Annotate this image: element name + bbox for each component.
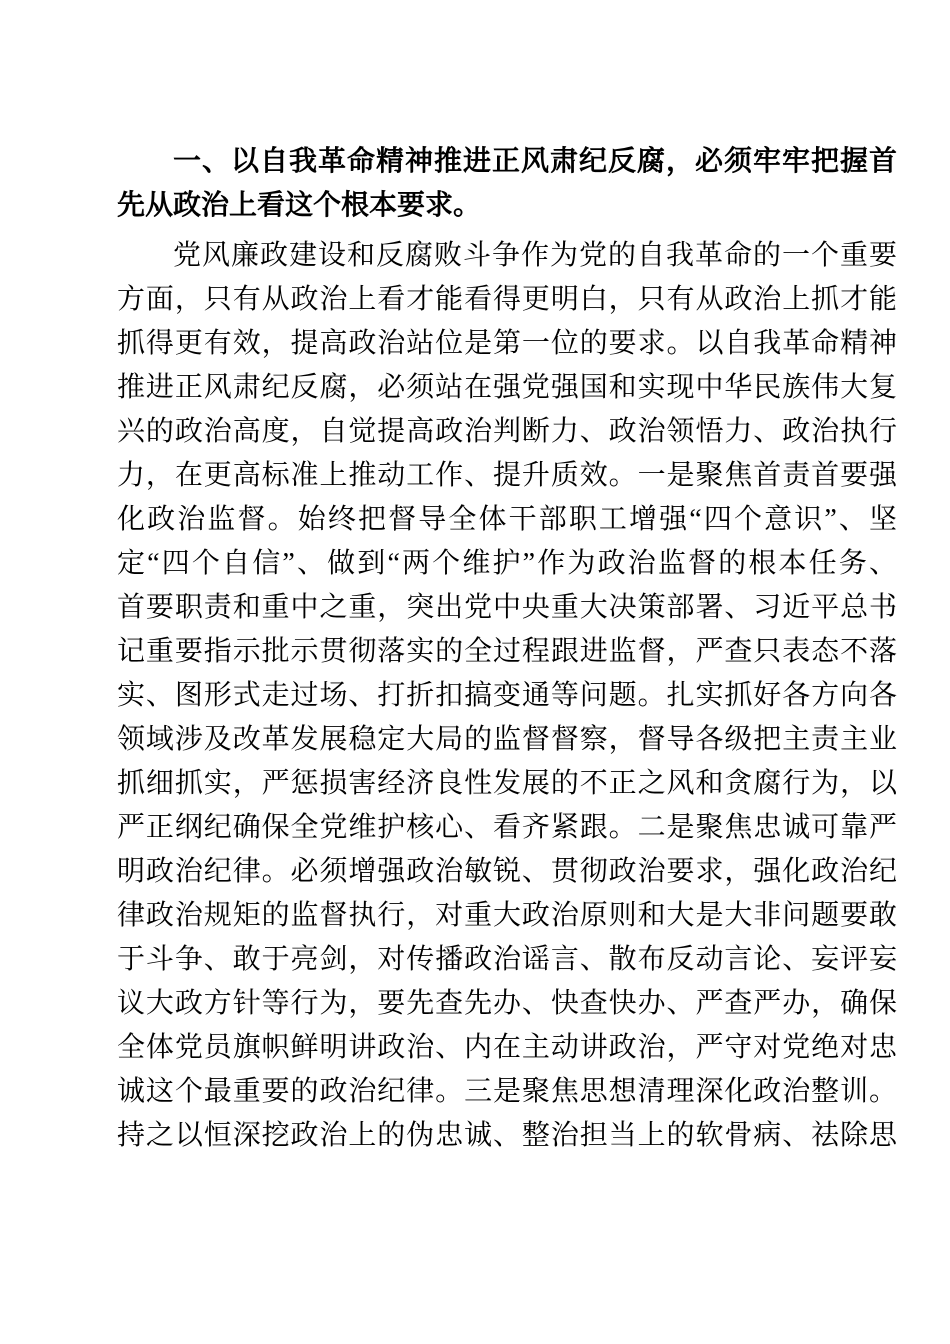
body-text-line: 定“四个自信”、做到“两个维护”作为政治监督的根本任务、 [117, 548, 897, 579]
body-text-line: 党风廉政建设和反腐败斗争作为党的自我革命的一个重要 [173, 240, 897, 271]
body-text-line: 化政治监督。始终把督导全体干部职工增强“四个意识”、坚 [117, 504, 897, 535]
body-text-line: 议大政方针等行为，要先查先办、快查快办、严查严办，确保 [117, 988, 897, 1019]
body-text-line: 首要职责和重中之重，突出党中央重大决策部署、习近平总书 [117, 592, 897, 623]
body-text-line: 力，在更高标准上推动工作、提升质效。一是聚焦首责首要强 [117, 460, 897, 491]
body-text-line: 推进正风肃纪反腐，必须站在强党强国和实现中华民族伟大复 [117, 372, 897, 403]
heading-line: 一、以自我革命精神推进正风肃纪反腐，必须牢牢把握首 [173, 145, 897, 176]
body-text-line: 严正纲纪确保全党维护核心、看齐紧跟。二是聚焦忠诚可靠严 [117, 812, 897, 843]
body-text-line: 领域涉及改革发展稳定大局的监督督察，督导各级把主责主业 [117, 724, 897, 755]
body-paragraph [117, 234, 897, 1158]
body-text-line: 明政治纪律。必须增强政治敏锐、贯彻政治要求，强化政治纪 [117, 856, 897, 887]
body-text-line: 全体党员旗帜鲜明讲政治、内在主动讲政治，严守对党绝对忠 [117, 1032, 897, 1063]
body-text-line: 持之以恒深挖政治上的伪忠诚、整治担当上的软骨病、祛除思 [117, 1120, 897, 1151]
heading-line: 先从政治上看这个根本要求。 [117, 189, 482, 220]
body-text-line: 实、图形式走过场、打折扣搞变通等问题。扎实抓好各方向各 [117, 680, 897, 711]
body-text-line: 律政治规矩的监督执行，对重大政治原则和大是大非问题要敢 [117, 900, 897, 931]
body-text-line: 诚这个最重要的政治纪律。三是聚焦思想清理深化政治整训。 [117, 1076, 897, 1107]
section-heading [117, 139, 897, 227]
body-text-line: 记重要指示批示贯彻落实的全过程跟进监督，严查只表态不落 [117, 636, 897, 667]
body-text-line: 于斗争、敢于亮剑，对传播政治谣言、散布反动言论、妄评妄 [117, 944, 897, 975]
body-text-line: 兴的政治高度，自觉提高政治判断力、政治领悟力、政治执行 [117, 416, 897, 447]
body-text-line: 抓细抓实，严惩损害经济良性发展的不正之风和贪腐行为，以 [117, 768, 897, 799]
body-text-line: 抓得更有效，提高政治站位是第一位的要求。以自我革命精神 [117, 328, 897, 359]
body-text-line: 方面，只有从政治上看才能看得更明白，只有从政治上抓才能 [117, 284, 897, 315]
